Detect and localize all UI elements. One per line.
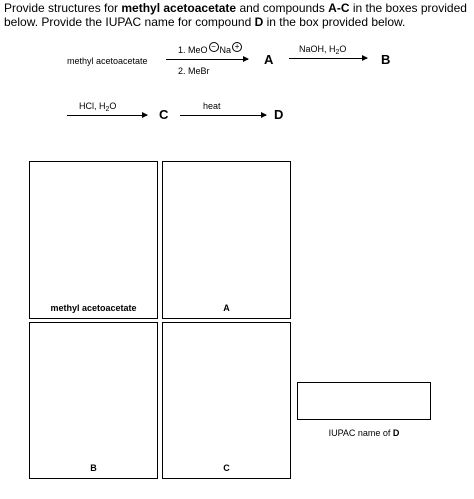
step2-reagent xyxy=(299,44,346,56)
reagent-text: O xyxy=(339,44,347,54)
instr-text: Provide structures for xyxy=(4,1,122,15)
instr-bold-methyl-acetoacetate: methyl acetoacetate xyxy=(121,1,237,15)
reagent-text: 1. MeO xyxy=(178,45,208,55)
instr-text: below. Provide the IUPAC name for compound xyxy=(4,15,255,29)
answer-box-b[interactable] xyxy=(29,322,158,479)
product-a: A xyxy=(264,52,274,67)
box-label: C xyxy=(223,463,230,473)
answer-box-c[interactable] xyxy=(162,322,291,479)
reaction-arrow-4 xyxy=(180,115,266,116)
instruction-line-2 xyxy=(4,15,467,29)
instructions xyxy=(4,1,467,29)
reagent-subscript: 2 xyxy=(105,106,110,113)
iupac-label xyxy=(297,428,431,438)
reagent-subscript: 2 xyxy=(335,49,340,56)
answer-box-methyl-acetoacetate[interactable] xyxy=(29,161,158,319)
iupac-label-text: IUPAC name of xyxy=(328,428,393,438)
product-b: B xyxy=(381,52,391,67)
product-c: C xyxy=(159,107,169,122)
reaction-arrow-2 xyxy=(289,58,367,59)
instruction-line-1 xyxy=(4,1,467,15)
instr-text: in the boxes provided xyxy=(349,1,467,15)
step3-reagent xyxy=(79,101,116,113)
instr-bold-a-c: A-C xyxy=(328,1,350,15)
step1-reagent-2: 2. MeBr xyxy=(178,66,210,76)
start-material-label: methyl acetoacetate xyxy=(67,56,148,66)
product-d: D xyxy=(274,107,284,122)
reaction-arrow-3 xyxy=(67,115,147,116)
reagent-text: Na xyxy=(219,45,232,55)
box-label: A xyxy=(223,303,230,313)
step1-reagent-1 xyxy=(178,42,243,55)
box-label: methyl acetoacetate xyxy=(50,303,137,313)
reagent-text: O xyxy=(109,101,117,111)
iupac-name-input[interactable] xyxy=(297,382,431,420)
step4-reagent: heat xyxy=(203,101,221,111)
reagent-text: HCl, H xyxy=(79,101,106,111)
instr-text: in the box provided below. xyxy=(263,15,406,29)
reaction-arrow-1 xyxy=(166,59,248,60)
reagent-text: NaOH, H xyxy=(299,44,336,54)
instr-bold-d: D xyxy=(254,15,264,29)
iupac-label-bold: D xyxy=(392,428,400,438)
instr-text: and compounds xyxy=(236,1,329,15)
box-label: B xyxy=(90,463,97,473)
plus-charge-icon: + xyxy=(232,42,242,52)
minus-charge-icon: − xyxy=(209,42,219,52)
answer-box-a[interactable] xyxy=(162,161,291,319)
